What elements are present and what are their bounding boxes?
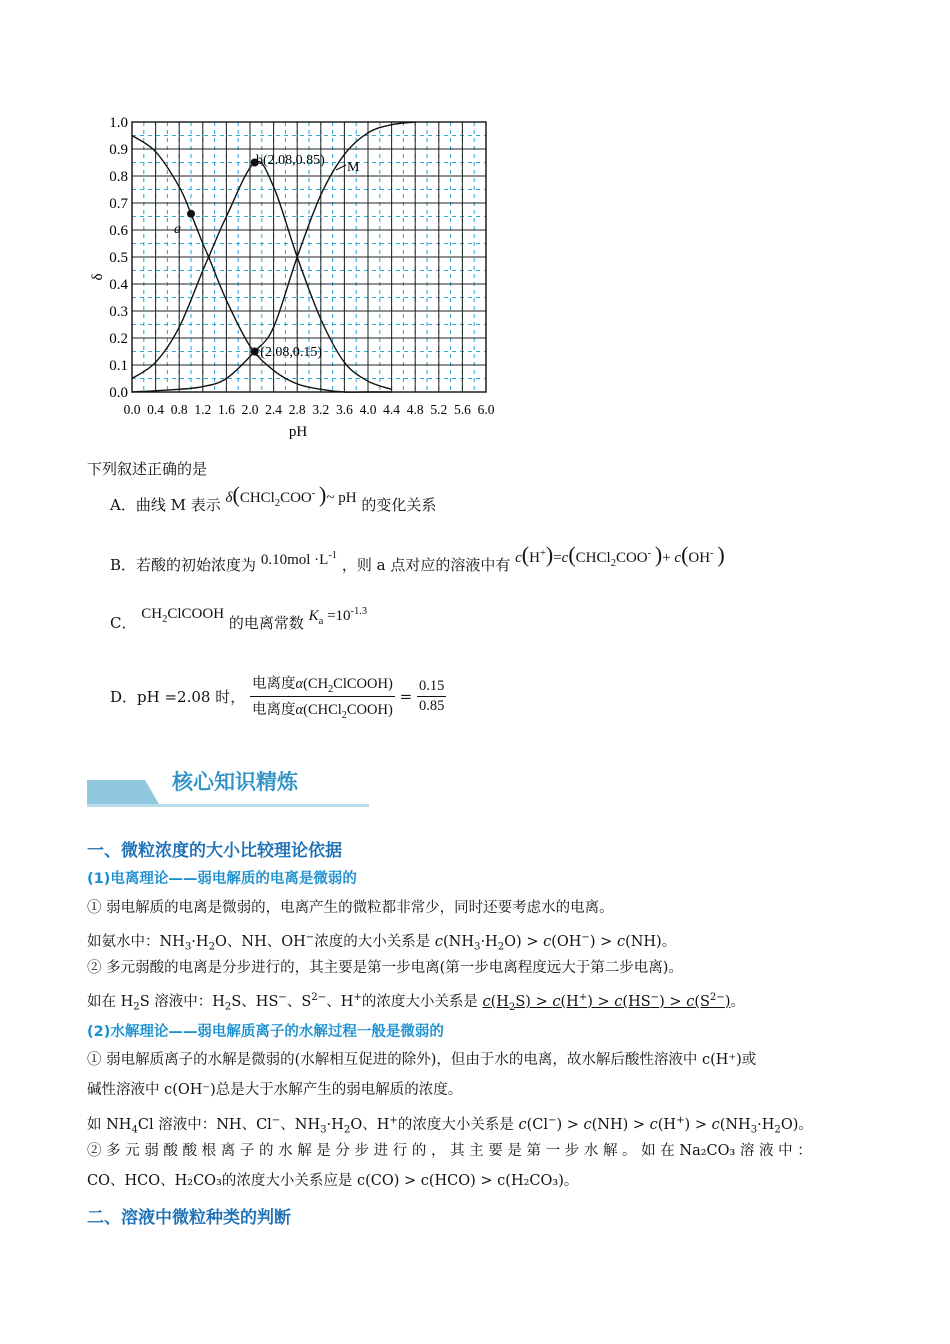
x-tick-label: 0.8 (170, 402, 188, 417)
y-tick-label: 1.0 (109, 115, 128, 131)
x-tick-label: 0.0 (123, 402, 141, 417)
y-tick-label: 0.1 (109, 358, 128, 374)
point-a (187, 210, 195, 218)
y-tick-label: 0.6 (109, 223, 128, 239)
point-a-label: a (174, 222, 181, 237)
subheading-2: (2)水解理论——弱电解质离子的水解过程一般是微弱的 (87, 1024, 444, 1040)
y-tick-label: 0.8 (109, 169, 128, 185)
option-a: A．曲线 M 表示 δ(CHCl$_2$COO- )~ pH 的变化关系 (110, 482, 437, 514)
x-tick-label: 4.4 (383, 402, 401, 417)
x-tick-label: 5.6 (453, 402, 471, 417)
x-tick-label: 5.2 (430, 402, 448, 417)
paragraph-4: 如在 $H_2S$ 溶液中：$H_2S$、HS−、$S^{2-}$、H+的浓度大小关系是 $c(H_2S) > c(H^+) > c(HS^-) > c(S^{2-})$。 (87, 992, 746, 1013)
y-tick-label: 0.2 (109, 331, 128, 347)
paragraph-3: ② 多元弱酸的电离是分步进行的，其主要是第一步电离(第一步电离程度远大于第二步电离)。 (87, 960, 683, 976)
y-tick-label: 0.4 (109, 277, 128, 293)
x-tick-label: 4.0 (359, 402, 377, 417)
heading-1: 一、微粒浓度的大小比较理论依据 (87, 841, 342, 861)
point-b-label: b(2.08,0.85) (256, 153, 325, 168)
y-tick-label: 0.9 (109, 142, 128, 158)
paragraph-1: ① 弱电解质的电离是微弱的，电离产生的微粒都非常少，同时还要考虑水的电离。 (87, 900, 614, 916)
paragraph-9: CO、HCO、H₂CO₃的浓度大小关系应是 c(CO) > c(HCO) > c(H₂CO₃)。 (87, 1173, 579, 1189)
paragraph-8: ② 多 元 弱 酸 酸 根 离 子 的 水 解 是 分 步 进 行 的 ， 其 主 要 是 第 一 步 水 解 。 如 在 Na₂CO₃ 溶 液 中 ： (87, 1143, 812, 1159)
x-tick-label: 2.0 (241, 402, 259, 417)
x-tick-label: 1.2 (194, 402, 212, 417)
x-tick-label: 6.0 (477, 402, 495, 417)
option-c: C． $CH_2ClCOOH$ 的电离常数 $K_a =10^{-1.3}$ (110, 606, 368, 632)
y-tick-label: 0.3 (109, 304, 128, 320)
y-tick-label: 0.5 (109, 250, 128, 266)
option-d: D．pH =2.08 时， $\frac{电离度\alpha(CH_2ClCOOH)}{电离度\alpha(CHCl_2COOH)}$ = $\frac{0.15}{0.85}$ (110, 672, 446, 721)
x-tick-label: 4.8 (406, 402, 424, 417)
point-c-label: c(2.08,0.15) (254, 345, 323, 360)
x-tick-label: 3.2 (312, 402, 330, 417)
heading-2: 二、溶液中微粒种类的判断 (87, 1208, 291, 1228)
x-tick-label: 0.4 (147, 402, 165, 417)
question-stem: 下列叙述正确的是 (87, 460, 208, 478)
paragraph-2: 如氨水中：$NH_3\cdot H_2O$、NH、OH−浓度的大小关系是 $c(NH_3\cdot H_2O) > c(OH^-) > c(NH)$。 (87, 932, 677, 953)
x-axis-label: pH (288, 424, 308, 440)
subheading-1: (1)电离理论——弱电解质的电离是微弱的 (87, 871, 357, 887)
x-tick-label: 2.4 (265, 402, 283, 417)
curve-m-label: M (347, 160, 360, 175)
y-axis-label: δ (90, 273, 106, 281)
x-tick-label: 3.6 (335, 402, 353, 417)
distribution-chart (80, 105, 520, 450)
section-banner-title: 核心知识精炼 (172, 770, 298, 794)
y-tick-label: 0.0 (109, 385, 128, 401)
x-axis-ticks (124, 402, 495, 417)
x-tick-label: 1.6 (217, 402, 235, 417)
paragraph-7: 如 $NH_4Cl$ 溶液中：NH、Cl−、$NH_3\cdot H_2O$、H+的浓度大小关系是 $c(Cl^-) > c(NH) > c(H^+) > c(NH_3\cdot H_2O)$。 (87, 1115, 813, 1136)
y-axis-ticks (109, 115, 128, 401)
paragraph-5: ① 弱电解质离子的水解是微弱的(水解相互促进的除外)，但由于水的电离，故水解后酸性溶液中 c(H⁺)或 (87, 1052, 757, 1068)
y-tick-label: 0.7 (109, 196, 128, 212)
paragraph-6: 碱性溶液中 c(OH⁻)总是大于水解产生的弱电解质的浓度。 (87, 1082, 463, 1098)
option-b: B．若酸的初始浓度为 $0.10mol \cdot L^{-1}$ ，则 a 点对应的溶液中有 c(H+)=c(CHCl$_2$COO- )+ c(OH- ) (110, 542, 725, 574)
x-tick-label: 2.8 (288, 402, 306, 417)
